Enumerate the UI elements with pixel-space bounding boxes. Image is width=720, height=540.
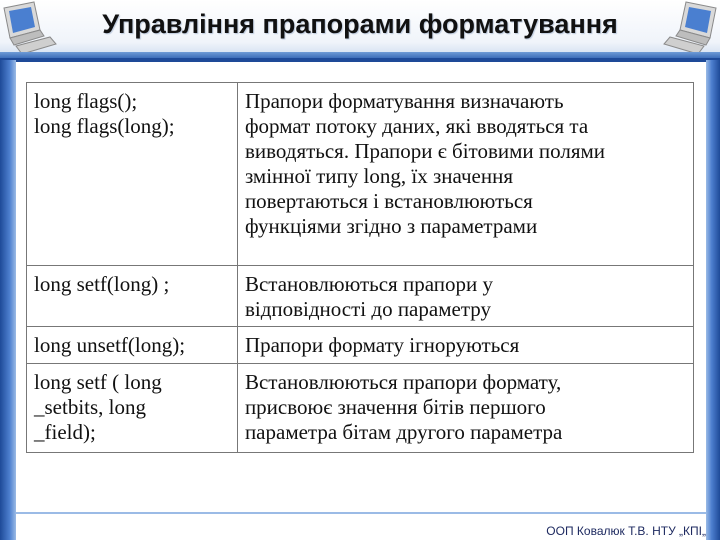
footer-divider <box>16 512 706 514</box>
description-cell <box>237 364 693 453</box>
computer-monitor-icon <box>0 0 70 58</box>
code-cell <box>27 266 238 327</box>
code-line: _setbits, long <box>34 395 147 419</box>
code-cell <box>27 364 238 453</box>
description-line: формат потоку даних, які вводяться та <box>244 114 589 138</box>
table-row <box>27 364 694 453</box>
description-line: Встановлюються прапори формату, <box>244 370 562 394</box>
table-row <box>27 327 694 364</box>
description-cell <box>237 83 693 266</box>
functions-table-wrap <box>26 82 694 470</box>
table-row <box>27 83 694 266</box>
code-line: long setf ( long <box>34 370 162 394</box>
description-cell <box>237 266 693 327</box>
description-cell <box>237 327 693 364</box>
description-line: Встановлюються прапори у <box>244 272 493 296</box>
description-line: присвоює значення бітів першого <box>244 395 546 419</box>
right-frame-bar <box>706 60 720 540</box>
code-line: long flags(); <box>34 89 138 113</box>
left-frame-bar <box>0 60 16 540</box>
footer-credit: ООП Ковалюк Т.В. НТУ „КПІ„ <box>546 524 706 538</box>
description-line: Прапори формату ігноруються <box>244 333 520 357</box>
functions-table <box>26 82 694 453</box>
code-line: long unsetf(long); <box>34 333 186 357</box>
code-line: _field); <box>34 420 96 444</box>
description-line: функціями згідно з параметрами <box>244 214 538 238</box>
computer-monitor-icon <box>650 0 720 58</box>
description-line: виводяться. Прапори є бітовими полями <box>244 139 606 163</box>
code-line: long flags(long); <box>34 114 175 138</box>
description-line: відповідності до параметру <box>244 297 491 321</box>
description-line: параметра бітам другого параметра <box>244 420 563 444</box>
table-row <box>27 266 694 327</box>
code-cell <box>27 327 238 364</box>
code-line: long setf(long) ; <box>34 272 170 296</box>
description-line: змінної типу long, їх значення <box>244 164 513 188</box>
description-line: Прапори форматування визначають <box>244 89 564 113</box>
slide-title: Управління прапорами форматування <box>102 9 618 39</box>
code-cell <box>27 83 238 266</box>
description-line: повертаються і встановлюються <box>244 189 533 213</box>
